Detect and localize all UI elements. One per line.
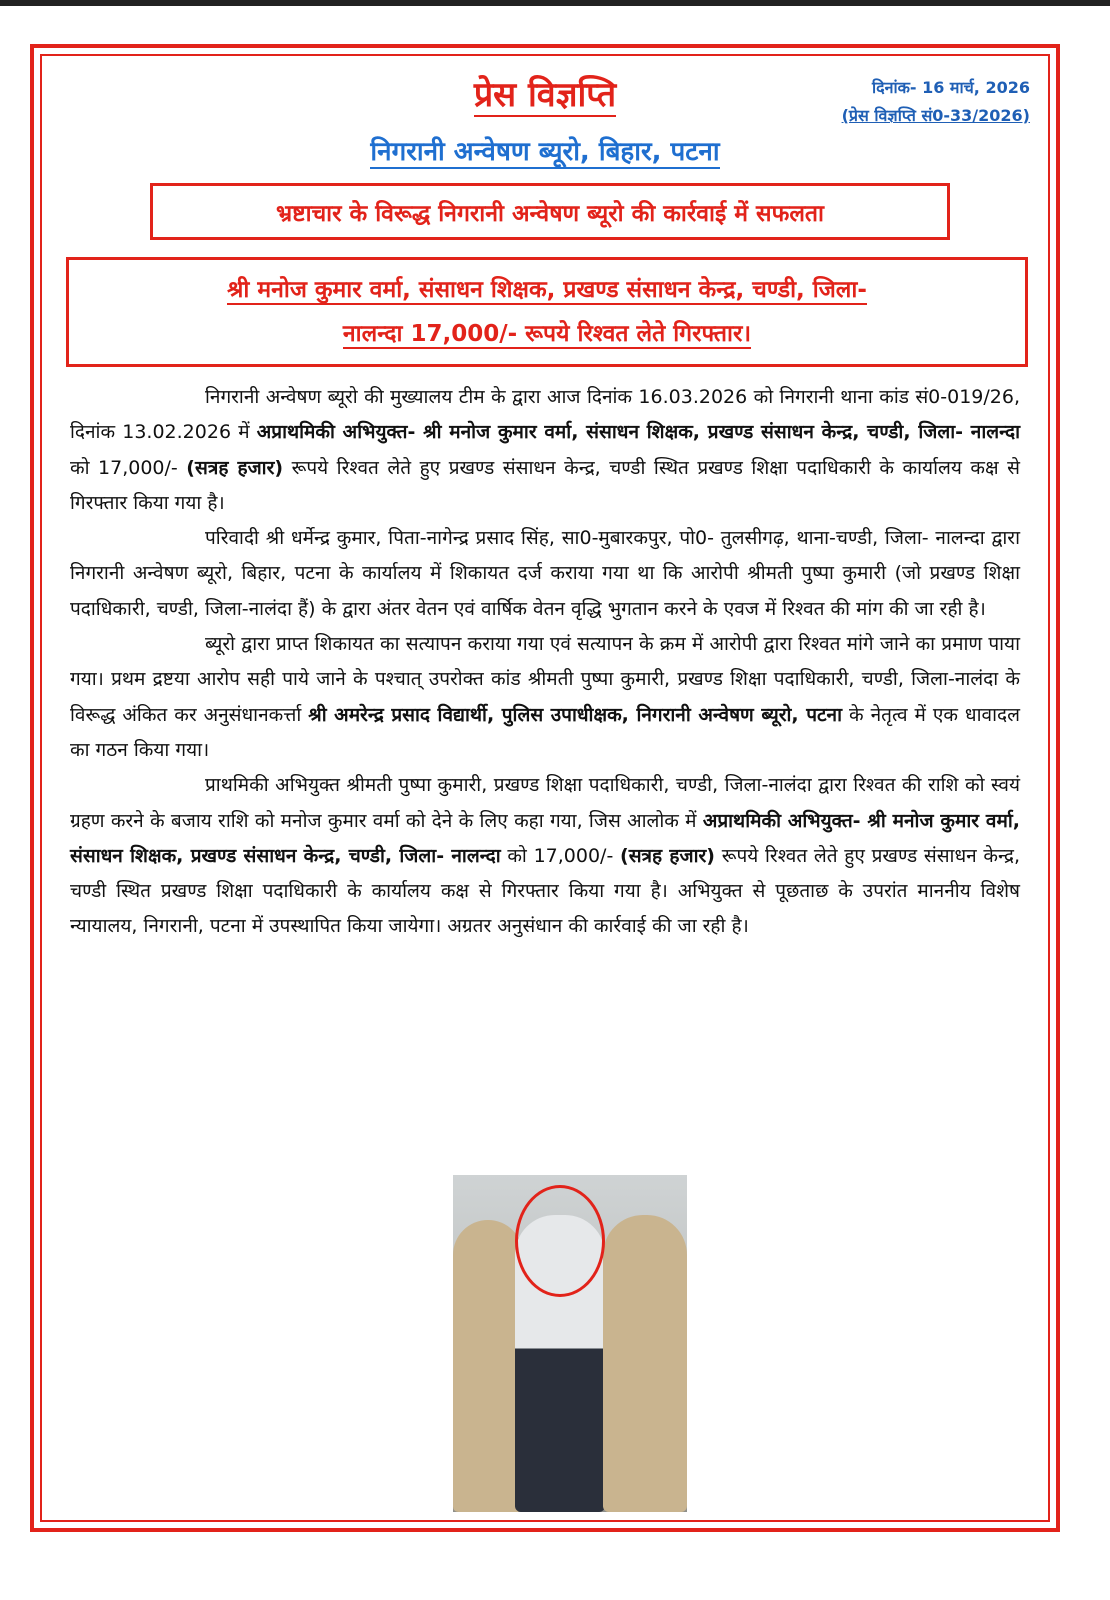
- banner-text: भ्रष्टाचार के विरूद्ध निगरानी अन्वेषण ब्यूरो की कार्रवाई में सफलता: [276, 200, 824, 227]
- bold-text: (सत्रह हजार): [620, 844, 715, 867]
- organization-name: [0, 132, 1090, 168]
- paragraph-2: [70, 521, 1020, 627]
- top-bar: [0, 0, 1110, 6]
- org-text: निगरानी अन्वेषण ब्यूरो, बिहार, पटना: [370, 137, 720, 167]
- arrest-photo: [453, 1175, 687, 1512]
- body-text: [70, 380, 1020, 945]
- bold-text: श्री अमरेन्द्र प्रसाद विद्यार्थी, पुलिस उपाधीक्षक, निगरानी अन्वेषण ब्यूरो, पटना: [308, 703, 843, 726]
- text: रूपये रिश्वत लेते हुए प्रखण्ड संसाधन केन्द्र, चण्डी स्थित प्रखण्ड शिक्षा पदाधिकारी के कार्यालय कक्ष से गिरफ्तार किया गया है।: [70, 456, 1020, 514]
- bold-text: अप्राथमिकी अभियुक्त- श्री मनोज कुमार वर्मा, संसाधन शिक्षक, प्रखण्ड संसाधन केन्द्र, चण्डी, जिला- नालन्दा: [70, 809, 1020, 867]
- bold-text: (सत्रह हजार): [186, 456, 284, 479]
- highlight-circle: [515, 1185, 605, 1297]
- text: रूपये रिश्वत लेते हुए प्रखण्ड संसाधन केन्द्र, चण्डी स्थित प्रखण्ड शिक्षा पदाधिकारी के कार्यालय कक्ष से गिरफ्तार किया गया है। अभियुक्त से पूछताछ के उपरांत माननीय विशेष न्यायालय, निगरानी, पटना में उपस्थापित किया जायेगा। अग्रतर अनुसंधान की कार्रवाई की जा रही है।: [70, 844, 1021, 938]
- text: को 17,000/-: [70, 456, 187, 479]
- headline-line-1: श्री मनोज कुमार वर्मा, संसाधन शिक्षक, प्रखण्ड संसाधन केन्द्र, चण्डी, जिला-: [227, 277, 867, 303]
- bold-text: अप्राथमिकी अभियुक्त- श्री मनोज कुमार वर्मा, संसाधन शिक्षक, प्रखण्ड संसाधन केन्द्र, चण्डी, जिला- नालन्दा: [256, 421, 1020, 444]
- text: निगरानी अन्वेषण ब्यूरो की मुख्यालय टीम के द्वारा आज दिनांक 16.03.2026 को निगरानी थाना कांड सं0-019/26, दिनांक 13.02.2026 में: [70, 386, 1020, 444]
- text: ब्यूरो द्वारा प्राप्त शिकायत का सत्यापन कराया गया एवं सत्यापन के क्रम में आरोपी द्वारा रिश्वत मांगे जाने का प्रमाण पाया गया। प्रथम द्रष्टया आरोप सही पाये जाने के पश्चात् उपरोक्त कांड श्रीमती पुष्पा कुमारी, प्रखण्ड शिक्षा पदाधिकारी, चण्डी, जिला-नालंदा के विरूद्ध अंकित कर अनुसंधानकर्त्ता: [70, 633, 1020, 726]
- text: को 17,000/-: [500, 844, 621, 867]
- paragraph-3: [70, 627, 1020, 768]
- paragraph-1: [70, 380, 1020, 521]
- text: के नेतृत्व में एक धावादल का गठन किया गया।: [70, 703, 1020, 761]
- banner-box: [150, 183, 950, 240]
- headline-line-2: नालन्दा 17,000/- रूपये रिश्वत लेते गिरफ्तार।: [342, 321, 752, 347]
- paragraph-4: [70, 768, 1020, 944]
- release-number: (प्रेस विज्ञप्ति सं0-33/2026): [841, 106, 1030, 125]
- officer-right: [603, 1215, 687, 1512]
- text: प्राथमिकी अभियुक्त श्रीमती पुष्पा कुमारी, प्रखण्ड शिक्षा पदाधिकारी, चण्डी, जिला-नालंदा द्वारा रिश्वत की राशि को स्वयं ग्रहण करने के बजाय राशि को मनोज कुमार वर्मा को देने के लिए कहा गया, जिस आलोक में: [70, 774, 1020, 832]
- officer-left: [453, 1220, 523, 1512]
- text: परिवादी श्री धर्मेन्द्र कुमार, पिता-नागेन्द्र प्रसाद सिंह, सा0-मुबारकपुर, पो0- तुलसीगढ़, थाना-चण्डी, जिला- नालन्दा द्वारा निगरानी अन्वेषण ब्यूरो, बिहार, पटना के कार्यालय में शिकायत दर्ज कराया गया था कि आरोपी श्रीमती पुष्पा कुमारी (जो प्रखण्ड शिक्षा पदाधिकारी, चण्डी, जिला-नालंदा हैं) के द्वारा अंतर वेतन एवं वार्षिक वेतन वृद्धि भुगतान करने के एवज में रिश्वत की मांग की जा रही है।: [70, 527, 1020, 620]
- headline-box: [66, 257, 1028, 367]
- title-text: प्रेस विज्ञप्ति: [473, 75, 617, 115]
- date-block: [842, 74, 1030, 130]
- release-date: दिनांक- 16 मार्च, 2026: [871, 78, 1030, 97]
